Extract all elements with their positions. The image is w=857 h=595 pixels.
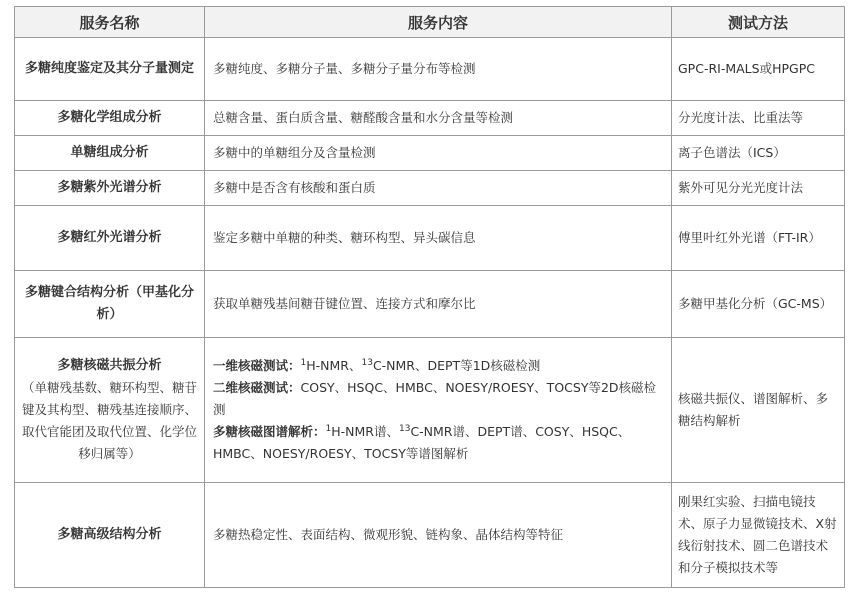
nmr-text: C-NMR、DEPT等1D核磁检测	[372, 358, 541, 373]
header-service-content: 服务内容	[205, 7, 672, 38]
test-method-cell: 离子色谱法（ICS）	[672, 136, 845, 171]
table-row	[15, 38, 845, 101]
nmr-text: H-NMR谱、	[331, 424, 399, 439]
nmr-text: C-NMR谱、DEPT谱、COSY、HSQC、HMBC、NOESY/ROESY、TOCSY等谱图解析	[213, 424, 631, 461]
table-row	[15, 101, 845, 136]
table-row	[15, 206, 845, 271]
superscript: 13	[398, 423, 411, 434]
service-content-cell: 多糖中的单糖组分及含量检测	[205, 136, 672, 171]
service-name-cell: 多糖纯度鉴定及其分子量测定	[15, 38, 205, 101]
header-row	[15, 7, 845, 38]
nmr-1d-line	[213, 355, 663, 377]
table-row	[15, 483, 845, 588]
nmr-analysis-label: 多糖核磁图谱解析：	[213, 424, 326, 439]
table-row	[15, 338, 845, 483]
test-method-cell: 核磁共振仪、谱图解析、多糖结构解析	[672, 338, 845, 483]
superscript: 13	[361, 357, 373, 368]
nmr-text: COSY、HSQC、HMBC、NOESY/ROESY、TOCSY等2D核磁检测	[213, 380, 657, 417]
table-row	[15, 271, 845, 338]
nmr-analysis-line	[213, 421, 663, 465]
service-name-cell	[15, 338, 205, 483]
test-method-cell: 刚果红实验、扫描电镜技术、原子力显微镜技术、X射线衍射技术、圆二色谱技术和分子模拟技术等	[672, 483, 845, 588]
table-row	[15, 171, 845, 206]
service-name-cell: 单糖组成分析	[15, 136, 205, 171]
superscript: 1	[325, 423, 332, 434]
service-name-title: 多糖核磁共振分析	[57, 358, 162, 373]
superscript: 1	[300, 357, 307, 368]
service-name-detail: （单糖残基数、糖环构型、糖苷键及其构型、糖残基连接顺序、取代官能团及取代位置、化学位移归属等）	[21, 380, 197, 461]
header-service-name: 服务名称	[15, 7, 205, 38]
service-content-cell: 多糖纯度、多糖分子量、多糖分子量分布等检测	[205, 38, 672, 101]
service-content-cell: 鉴定多糖中单糖的种类、糖环构型、异头碳信息	[205, 206, 672, 271]
service-name-cell: 多糖红外光谱分析	[15, 206, 205, 271]
test-method-cell: 分光度计法、比重法等	[672, 101, 845, 136]
service-name-cell: 多糖紫外光谱分析	[15, 171, 205, 206]
service-name-cell: 多糖键合结构分析（甲基化分析）	[15, 271, 205, 338]
nmr-2d-label: 二维核磁测试：	[213, 380, 301, 395]
service-content-cell	[205, 338, 672, 483]
nmr-text: H-NMR、	[306, 358, 362, 373]
test-method-cell: GPC-RI-MALS或HPGPC	[672, 38, 845, 101]
service-name-cell: 多糖高级结构分析	[15, 483, 205, 588]
test-method-cell: 多糖甲基化分析（GC-MS）	[672, 271, 845, 338]
header-test-method: 测试方法	[672, 7, 845, 38]
service-table	[14, 6, 845, 588]
service-content-cell: 多糖中是否含有核酸和蛋白质	[205, 171, 672, 206]
service-content-cell: 多糖热稳定性、表面结构、微观形貌、链构象、晶体结构等特征	[205, 483, 672, 588]
service-content-cell: 总糖含量、蛋白质含量、糖醛酸含量和水分含量等检测	[205, 101, 672, 136]
service-content-cell: 获取单糖残基间糖苷键位置、连接方式和摩尔比	[205, 271, 672, 338]
table-row	[15, 136, 845, 171]
test-method-cell: 紫外可见分光光度计法	[672, 171, 845, 206]
nmr-1d-label: 一维核磁测试：	[213, 358, 301, 373]
service-name-cell: 多糖化学组成分析	[15, 101, 205, 136]
test-method-cell: 傅里叶红外光谱（FT-IR）	[672, 206, 845, 271]
nmr-2d-line	[213, 377, 663, 421]
